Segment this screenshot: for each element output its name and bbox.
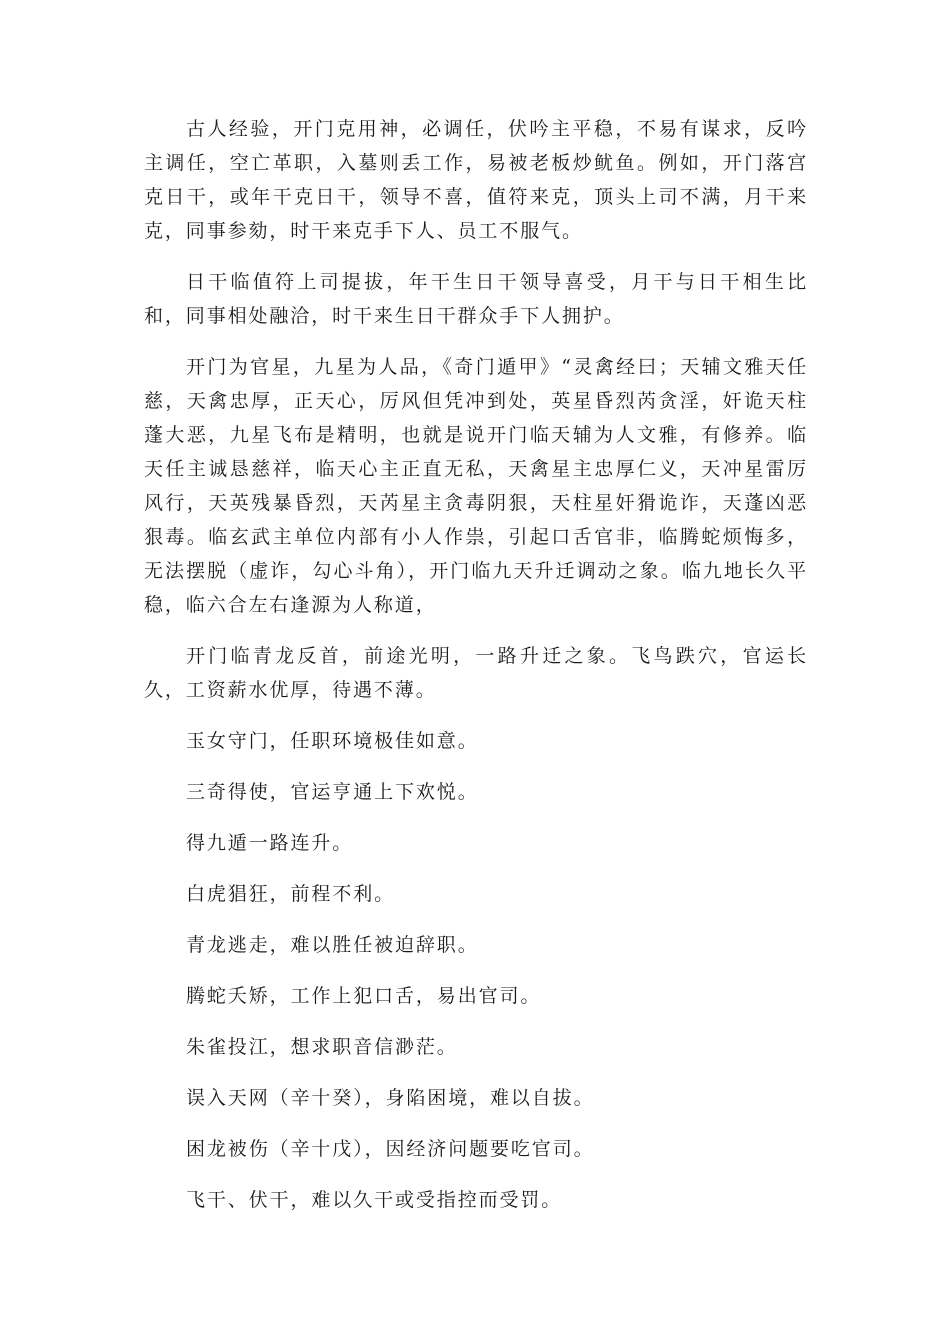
paragraph: 朱雀投江，想求职音信渺茫。 [186, 1036, 458, 1058]
paragraph: 飞干、伏干，难以久干或受指控而受罚。 [186, 1189, 563, 1211]
paragraph: 腾蛇夭矫，工作上犯口舌，易出官司。 [186, 985, 542, 1007]
paragraph: 青龙逃走，难以胜任被迫辞职。 [186, 934, 479, 956]
document-body [144, 112, 808, 1234]
paragraph: 白虎猖狂，前程不利。 [186, 883, 396, 905]
paragraph: 误入天网（辛十癸），身陷困境，难以自拔。 [186, 1087, 595, 1109]
paragraph: 开门临青龙反首，前途光明，一路升迁之象。飞鸟跌穴，官运长久，工资薪水优厚，待遇不薄。 [144, 645, 808, 701]
paragraph: 开门为官星，九星为人品，《奇门遁甲》“灵禽经曰；天辅文雅天任慈，天禽忠厚，正天心，厉风但凭冲到处，英星昏烈芮贪淫，奸诡天柱蓬大恶，九星飞布是精明，也就是说开门临天辅为人文雅，有修养。临天任主诚恳慈祥，临天心主正直无私，天禽星主忠厚仁义，天冲星雷厉风行，天英残暴昏烈，天芮星主贪毒阴狠，天柱星奸猾诡诈，天蓬凶恶狠毒。临玄武主单位内部有小人作祟，引起口舌官非，临腾蛇烦悔多，无法摆脱（虚诈，勾心斗角），开门临九天升迁调动之象。临九地长久平稳，临六合左右逢源为人称道， [144, 356, 808, 616]
paragraph: 三奇得使，官运亨通上下欢悦。 [186, 781, 479, 803]
paragraph: 玉女守门，任职环境极佳如意。 [186, 730, 479, 752]
paragraph: 困龙被伤（辛十戊），因经济问题要吃官司。 [186, 1138, 595, 1160]
paragraph: 日干临值符上司提拔，年干生日干领导喜受，月干与日干相生比和，同事相处融洽，时干来生日干群众手下人拥护。 [144, 271, 808, 327]
paragraph: 古人经验，开门克用神，必调任，伏吟主平稳，不易有谋求，反吟主调任，空亡革职，入墓则丢工作，易被老板炒鱿鱼。例如，开门落宫克日干，或年干克日干，领导不喜，值符来克，顶头上司不满，月干来克，同事参劾，时干来克手下人、员工不服气。 [144, 118, 808, 242]
paragraph: 得九遁一路连升。 [186, 832, 354, 854]
